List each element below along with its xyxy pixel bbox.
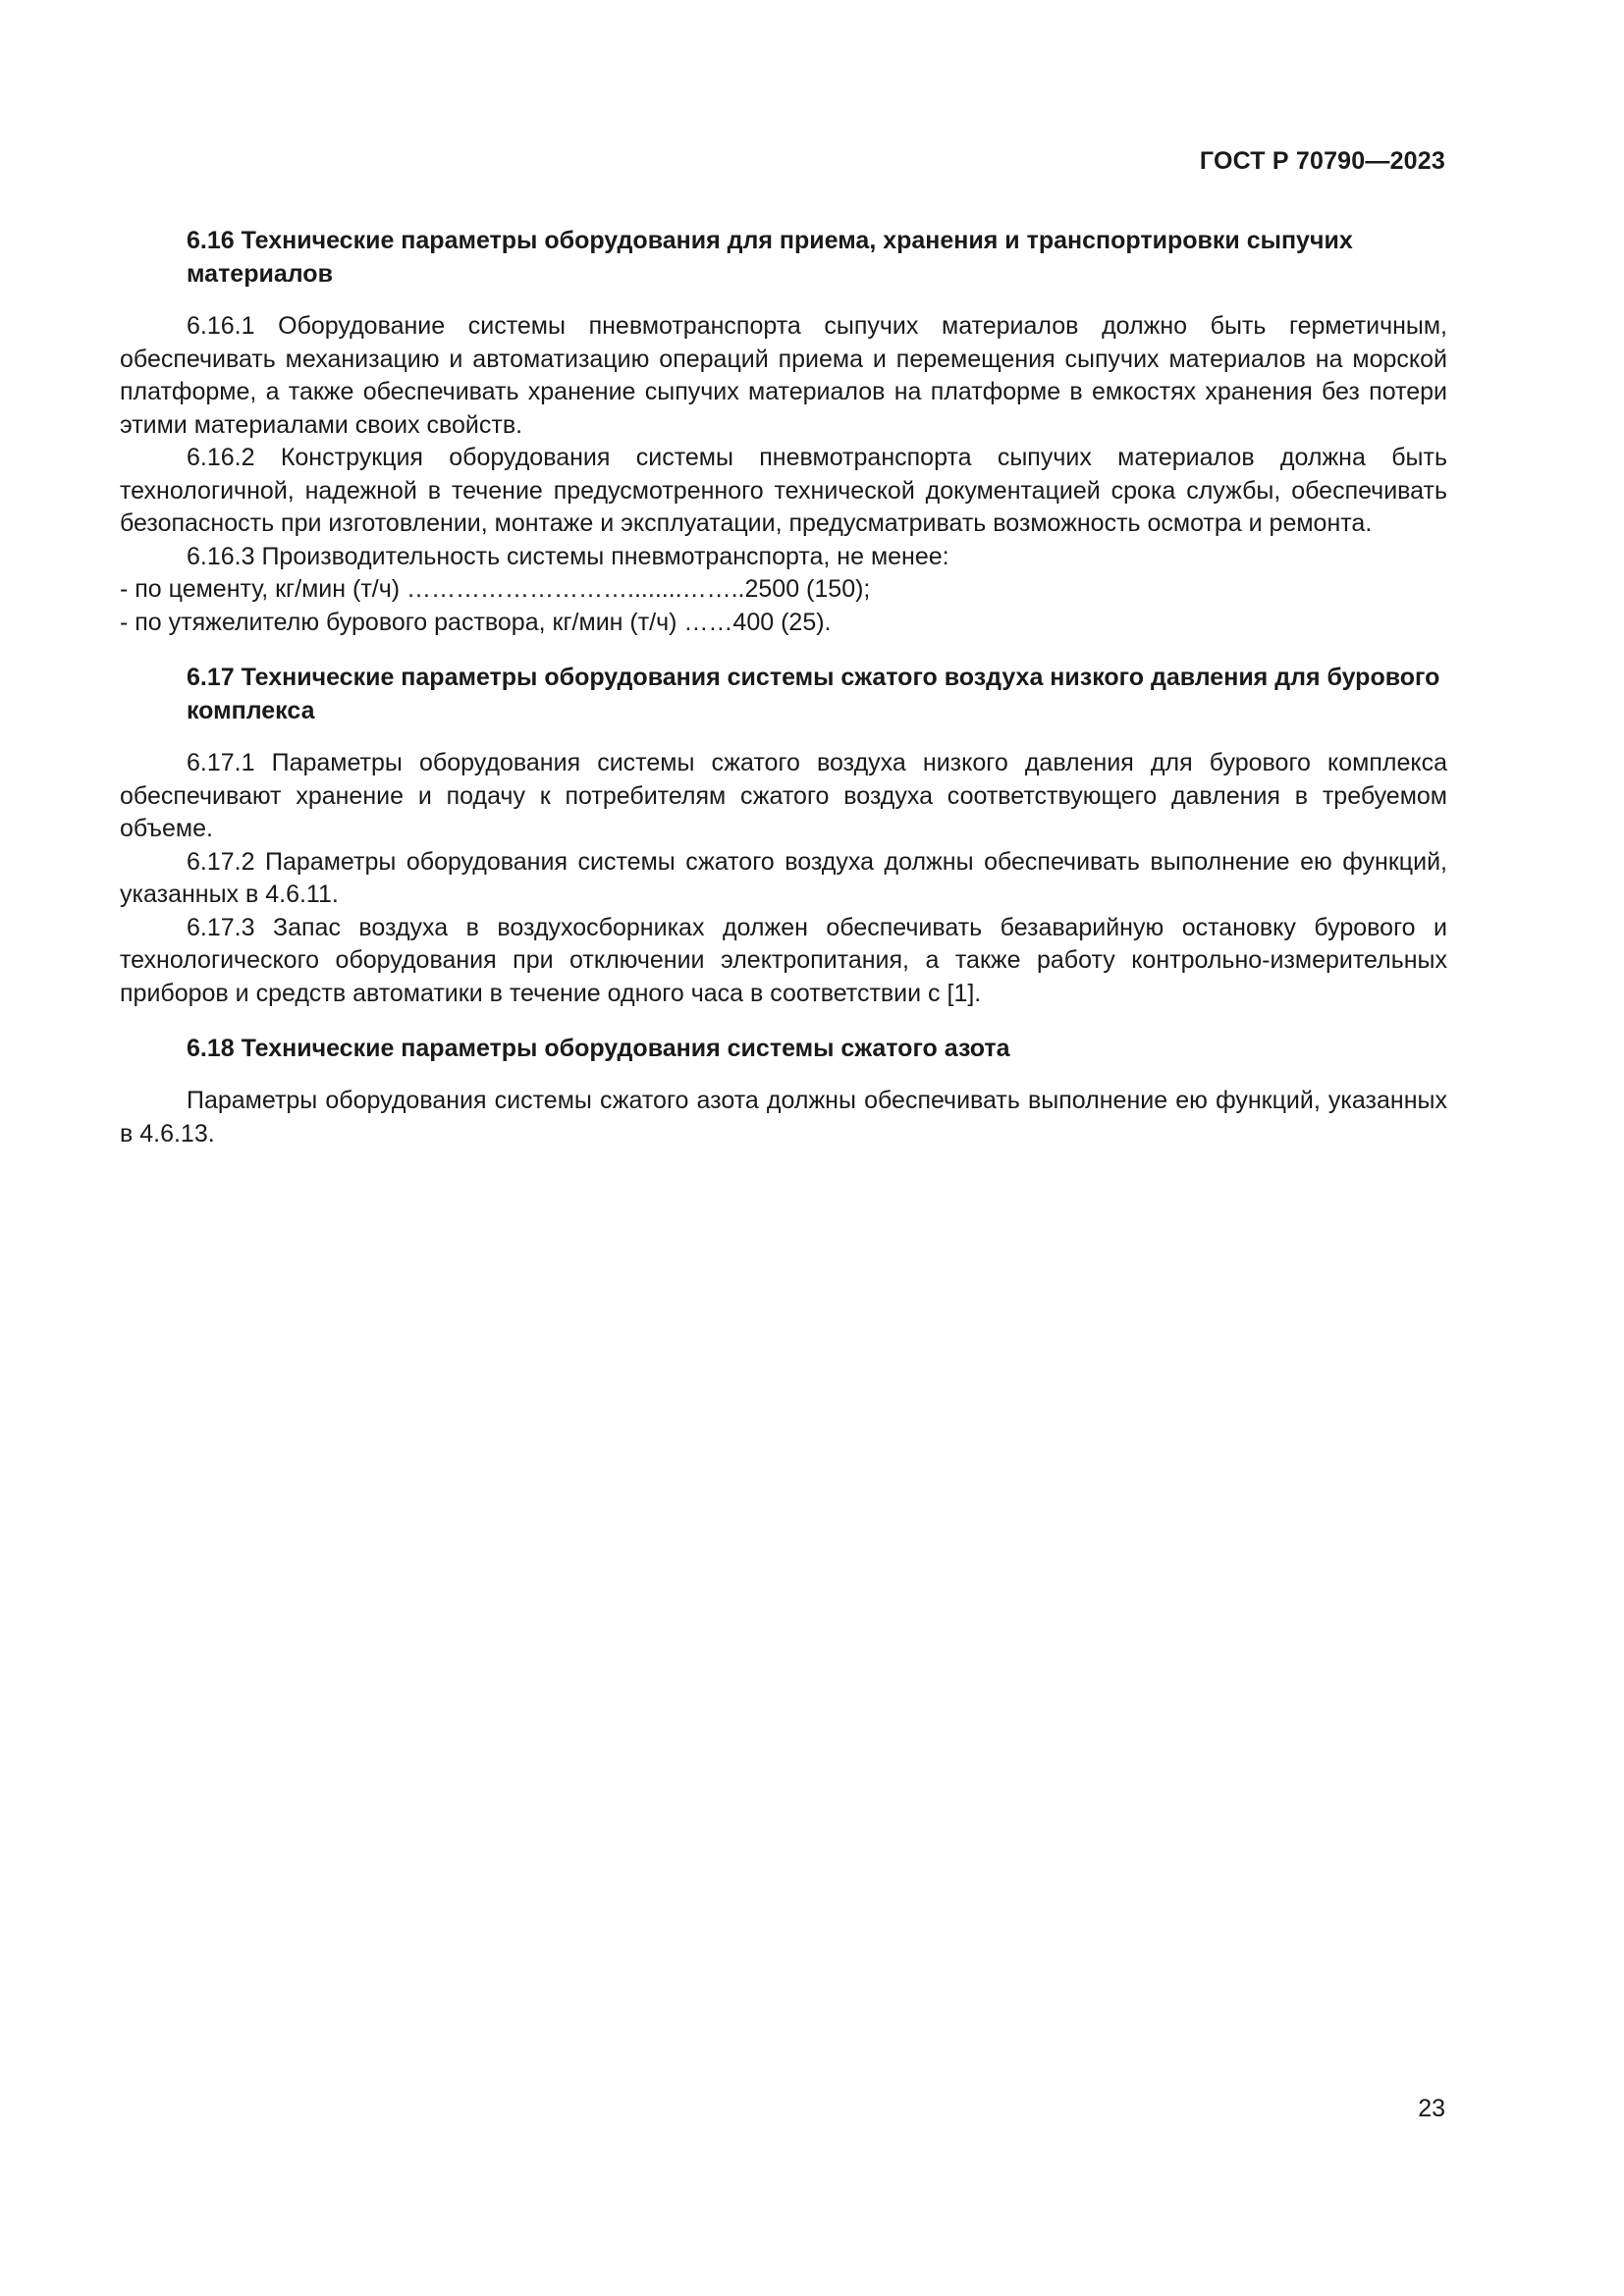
paragraph: 6.17.1 Параметры оборудования системы сжатого воздуха низкого давления для бурового комплекса обеспечивают хранение и подачу к потребителям сжатого воздуха соответствующего давления в требуемом объеме. <box>120 749 1447 842</box>
section-heading: 6.17 Технические параметры оборудования системы сжатого воздуха низкого давления для бурового комплекса <box>187 664 1440 724</box>
paragraph: 6.17.2 Параметры оборудования системы сжатого воздуха должны обеспечивать выполнение ею функций, указанных в 4.6.11. <box>120 847 1447 908</box>
list-item: - по утяжелителю бурового раствора, кг/мин (т/ч) ……400 (25). <box>120 608 832 636</box>
paragraph: 6.16.1 Оборудование системы пневмотранспорта сыпучих материалов должно быть герметичным, обеспечивать механизацию и автоматизацию операций приема и перемещения сыпучих материалов на морской платформе, а также обеспечивать хранение сыпучих материалов на платформе в емкостях хранения без потери этими материалами своих свойств. <box>120 312 1447 439</box>
document-code: ГОСТ Р 70790—2023 <box>1199 147 1445 175</box>
paragraph: 6.16.3 Производительность системы пневмотранспорта, не менее: <box>187 542 949 570</box>
paragraph: 6.17.3 Запас воздуха в воздухосборниках должен обеспечивать безаварийную остановку бурового и технологического оборудования при отключении электропитания, а также работу контрольно-измерительных приборов и средств автоматики в течение одного часа в соответствии с [1]. <box>120 913 1447 1007</box>
paragraph: Параметры оборудования системы сжатого азота должны обеспечивать выполнение ею функций, указанных в 4.6.13. <box>120 1087 1447 1148</box>
document-body <box>120 224 1447 1150</box>
page-number: 23 <box>1418 2095 1445 2122</box>
section-6-17 <box>120 661 1447 1010</box>
paragraph: 6.16.2 Конструкция оборудования системы пневмотранспорта сыпучих материалов должна быть технологичной, надежной в течение предусмотренного технической документацией срока службы, обеспечивать безопасность при изготовлении, монтаже и эксплуатации, предусматривать возможность осмотра и ремонта. <box>120 444 1447 537</box>
section-6-18 <box>120 1032 1447 1150</box>
section-6-16 <box>120 224 1447 639</box>
section-heading: 6.18 Технические параметры оборудования системы сжатого азота <box>187 1035 1010 1062</box>
list-item: - по цементу, кг/мин (т/ч) ………………………........……..2500 (150); <box>120 575 871 603</box>
section-heading: 6.16 Технические параметры оборудования для приема, хранения и транспортировки сыпучих материалов <box>187 227 1353 288</box>
